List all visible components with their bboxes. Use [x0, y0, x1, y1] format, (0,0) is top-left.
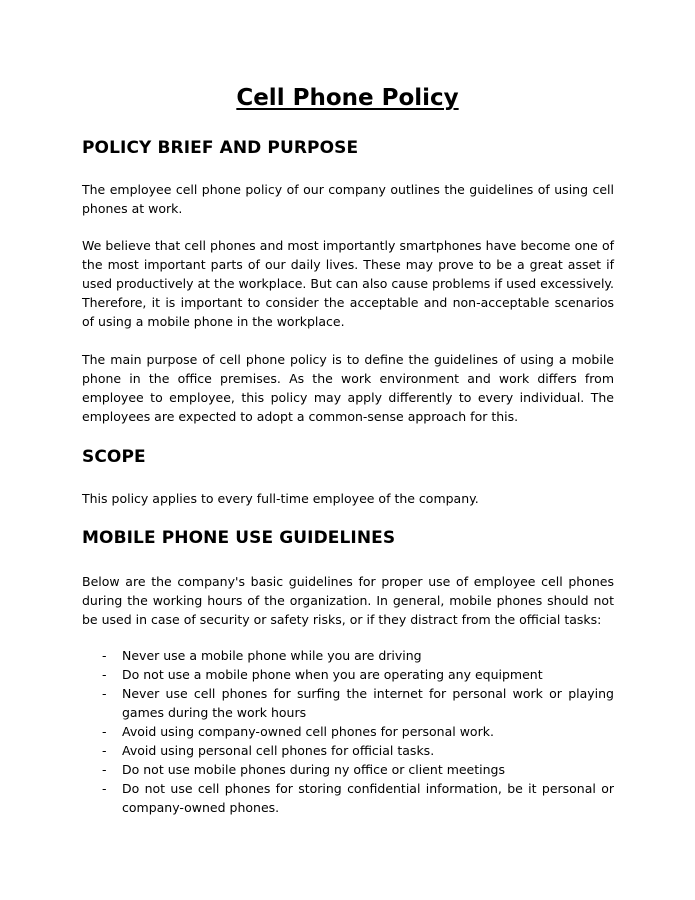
paragraph-scope: This policy applies to every full-time employee of the company.	[82, 491, 479, 506]
bullet-dash: -	[102, 743, 107, 758]
paragraph-guidelines-intro: Below are the company's basic guidelines for proper use of employee cell phones during the working hours of the organization. In general, mobile phones should not be used in case of security or safety risks, or if they distract from the official tasks:	[82, 574, 614, 627]
list-item	[82, 722, 614, 741]
paragraph-brief-3: The main purpose of cell phone policy is to define the guidelines of using a mobile phone in the office premises. As the work environment and work differs from employee to employee, this policy may apply differently to every individual. The employees are expected to adopt a common-sense approach for this.	[82, 352, 614, 424]
section-heading-guidelines: MOBILE PHONE USE GUIDELINES	[82, 528, 396, 548]
list-item-text: Never use cell phones for surfing the internet for personal work or playing games during the work hours	[122, 686, 614, 720]
list-item	[82, 760, 614, 779]
list-item	[82, 665, 614, 684]
list-item	[82, 646, 614, 665]
list-item-text: Do not use mobile phones during ny office or client meetings	[122, 762, 505, 777]
bullet-dash: -	[102, 781, 107, 796]
list-item-text: Avoid using personal cell phones for official tasks.	[122, 743, 435, 758]
list-item-text: Avoid using company-owned cell phones for personal work.	[122, 724, 494, 739]
guidelines-list	[82, 646, 614, 817]
section-heading-policy-brief: POLICY BRIEF AND PURPOSE	[82, 138, 359, 158]
list-item-text: Do not use cell phones for storing confidential information, be it personal or company-owned phones.	[122, 781, 614, 815]
section-heading-scope: SCOPE	[82, 447, 146, 467]
list-item-text: Never use a mobile phone while you are driving	[122, 648, 422, 663]
paragraph-brief-2: We believe that cell phones and most importantly smartphones have become one of the most important parts of our daily lives. These may prove to be a great asset if used productively at the workplace. But can also cause problems if used excessively. Therefore, it is important to consider the acceptable and non-acceptable scenarios of using a mobile phone in the workplace.	[82, 238, 615, 329]
list-item	[82, 741, 614, 760]
paragraph-brief-1: The employee cell phone policy of our company outlines the guidelines of using cell phones at work.	[82, 182, 614, 216]
bullet-dash: -	[102, 686, 107, 701]
list-item-text: Do not use a mobile phone when you are operating any equipment	[122, 667, 543, 682]
bullet-dash: -	[102, 667, 107, 682]
list-item	[82, 684, 614, 722]
document-title: Cell Phone Policy	[236, 85, 459, 111]
bullet-dash: -	[102, 648, 107, 663]
bullet-dash: -	[102, 724, 107, 739]
bullet-dash: -	[102, 762, 107, 777]
list-item	[82, 779, 614, 817]
